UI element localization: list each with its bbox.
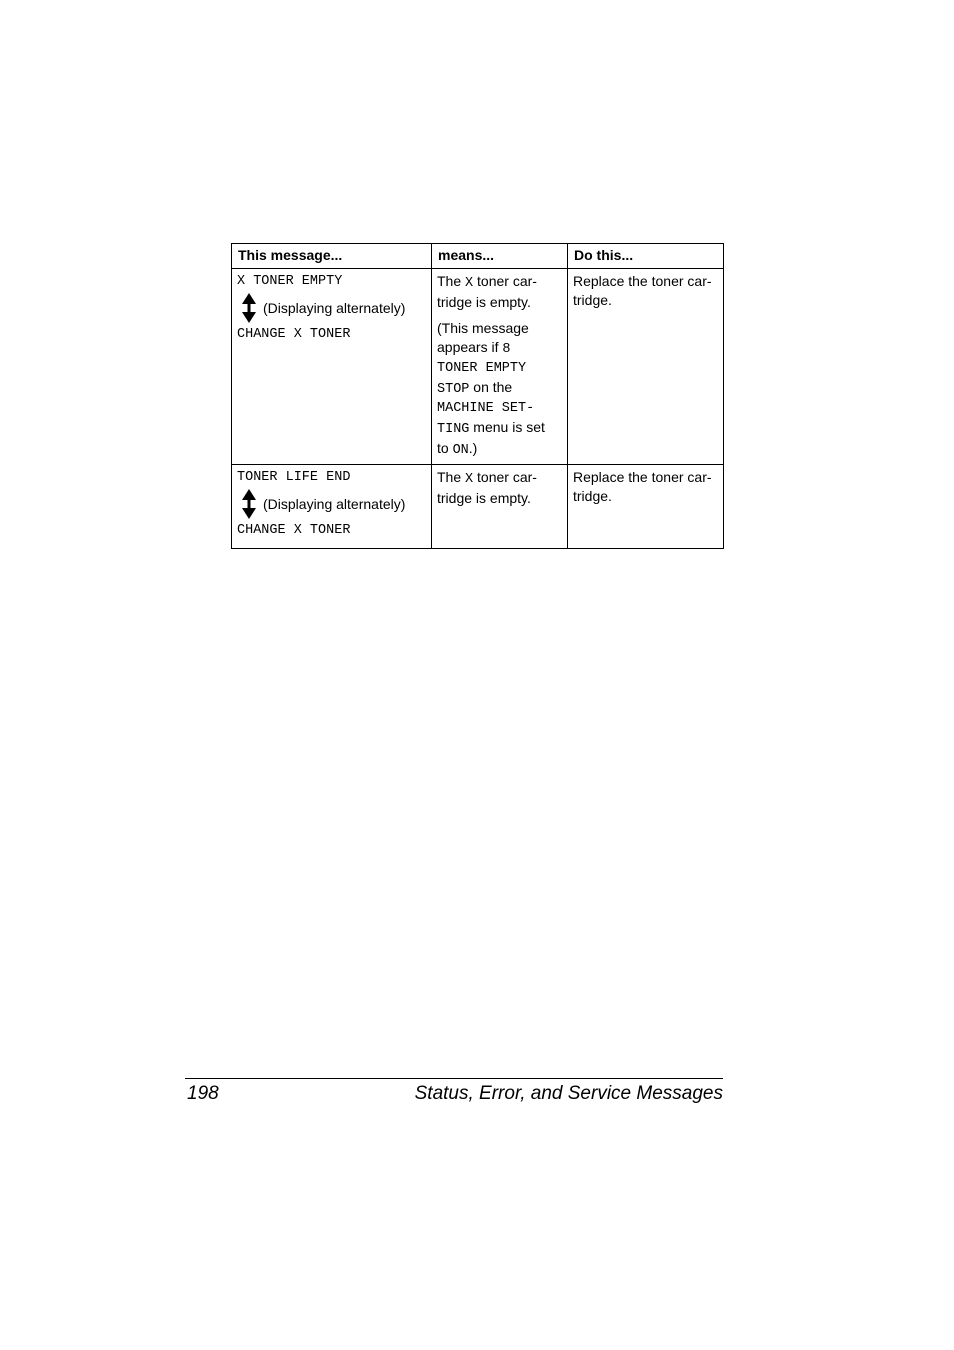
means-paragraph-1	[437, 272, 562, 312]
message-line-1: X TONER EMPTY	[237, 274, 343, 289]
status-message-table	[231, 243, 724, 549]
text-fragment: tridge is empty.	[437, 490, 531, 506]
means-cell	[432, 465, 568, 549]
do-this-line-2: tridge.	[573, 488, 612, 504]
code-fragment: ON	[452, 443, 469, 458]
up-down-arrow-icon	[241, 489, 257, 519]
do-this-cell	[568, 465, 724, 549]
text-fragment: appears if	[437, 339, 503, 355]
footer-divider	[185, 1078, 723, 1079]
code-fragment: MACHINE SET-	[437, 401, 535, 416]
header-do-this: Do this...	[568, 244, 724, 269]
table-header-row	[232, 244, 724, 269]
alternate-display-row	[237, 293, 426, 323]
message-line-2: CHANGE X TONER	[237, 523, 351, 538]
text-fragment: on the	[469, 379, 513, 395]
message-cell	[232, 269, 432, 465]
text-fragment: tridge is empty.	[437, 294, 531, 310]
text-fragment: The	[437, 273, 466, 289]
code-fragment: TING	[437, 422, 470, 437]
do-this-line-1: Replace the toner car-	[573, 469, 712, 485]
alternate-display-row	[237, 489, 426, 519]
do-this-line-1: Replace the toner car-	[573, 273, 712, 289]
text-fragment: menu is set	[469, 419, 545, 435]
text-fragment: (This message	[437, 320, 529, 336]
page-number: 198	[187, 1083, 219, 1104]
message-cell	[232, 465, 432, 549]
alternate-label: (Displaying alternately)	[263, 299, 406, 316]
do-this-line-2: tridge.	[573, 292, 612, 308]
means-paragraph-1	[437, 468, 562, 508]
means-cell	[432, 269, 568, 465]
code-fragment: TONER EMPTY	[437, 361, 527, 376]
up-down-arrow-icon	[241, 293, 257, 323]
section-title: Status, Error, and Service Messages	[414, 1083, 723, 1104]
table-row	[232, 465, 724, 549]
code-fragment: 8	[502, 342, 511, 357]
text-fragment: The	[437, 469, 466, 485]
means-paragraph-2	[437, 319, 562, 460]
header-means: means...	[432, 244, 568, 269]
text-fragment: toner car-	[473, 273, 537, 289]
do-this-cell	[568, 269, 724, 465]
message-line-1: TONER LIFE END	[237, 470, 351, 485]
alternate-label: (Displaying alternately)	[263, 495, 406, 512]
text-fragment: .)	[468, 440, 478, 456]
table-row	[232, 269, 724, 465]
code-fragment: X	[465, 276, 474, 291]
text-fragment: to	[437, 440, 453, 456]
message-line-2: CHANGE X TONER	[237, 327, 351, 342]
code-fragment: X	[465, 472, 474, 487]
code-fragment: STOP	[437, 382, 470, 397]
header-this-message: This message...	[232, 244, 432, 269]
text-fragment: toner car-	[473, 469, 537, 485]
